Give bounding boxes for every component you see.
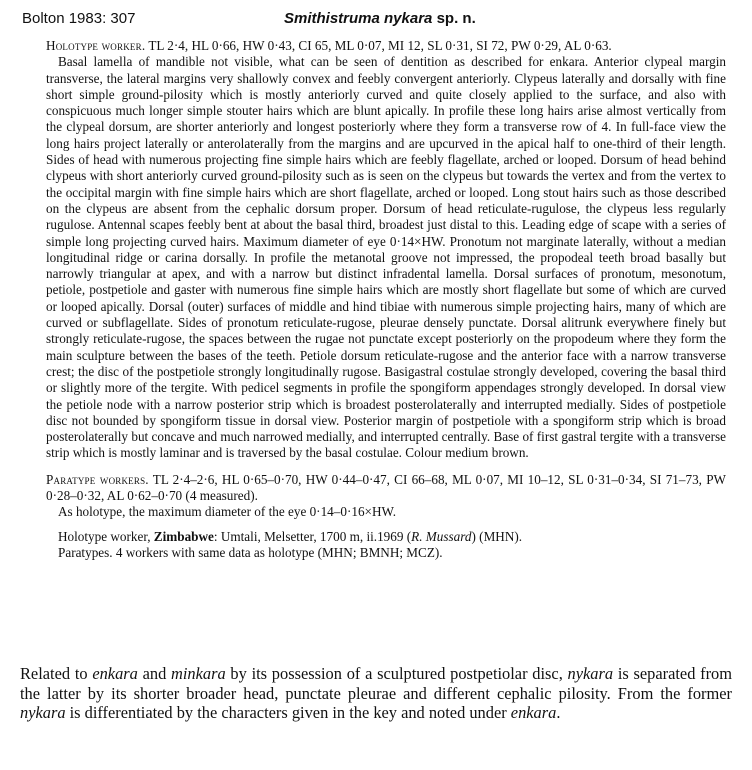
material-paratypes: Paratypes. 4 workers with same data as holotype (MHN; BMNH; MCZ). bbox=[58, 544, 443, 560]
remarks-taxon-enkara: enkara bbox=[92, 664, 138, 683]
material-holotype bbox=[46, 529, 726, 545]
citation-reference: Bolton 1983: 307 bbox=[22, 10, 136, 27]
remarks-taxon-minkara: minkara bbox=[171, 664, 226, 683]
paratype-measurements: TL 2·4–2·6, HL 0·65–0·70, HW 0·44–0·47, CI 66–68, ML 0·07, MI 10–12, SL 0·31–0·34, SI 71–73, PW 0·28–0·32, AL 0·62–0·70 (4 measured). bbox=[46, 471, 726, 504]
remarks-text: by its possession of a sculptured postpetiolar disc, bbox=[225, 664, 568, 683]
remarks-section bbox=[20, 664, 732, 723]
paratype-paragraph bbox=[46, 472, 726, 505]
remarks-taxon-nykara: nykara bbox=[20, 703, 66, 723]
remarks-text: is differentiated by the characters given in the key and noted under bbox=[65, 703, 511, 723]
holotype-heading: Holotype worker. bbox=[46, 38, 146, 53]
species-title bbox=[284, 10, 476, 27]
description-body bbox=[46, 38, 726, 561]
remarks-text: is separated from the latter by its shorter broader head, punctate pleurae and different cephalic pilosity. From the former bbox=[20, 664, 732, 703]
remarks-text: and bbox=[137, 664, 172, 683]
page-header bbox=[22, 10, 732, 36]
remarks-text: Related to bbox=[20, 664, 93, 683]
material-holotype-label: Holotype worker, bbox=[58, 528, 151, 544]
material-repository: ) (MHN). bbox=[471, 528, 523, 544]
holotype-paragraph bbox=[46, 38, 726, 54]
material-locality: : Umtali, Melsetter, 1700 m, ii.1969 ( bbox=[213, 528, 412, 544]
remarks-taxon-enkara: enkara bbox=[510, 703, 557, 723]
remarks-text: . bbox=[556, 703, 561, 723]
holotype-description: Basal lamella of mandible not visible, what can be seen of dentition as described for enkara. Anterior clypeal margin transverse, the lateral margins very shallowly convex and feebly convergent anteriorly. Clypeus laterally and dorsally with fine short simple ground-pilosity which is mostly anteriorly curved and quite closely applied to the surface, and also with conspicuous much longer simple stouter hairs which are blunt apically. In profile these long hairs arise almost vertically from the clypeal dorsum, are shorter anteriorly and longest posteriorly where they form a transverse row of 4. In full-face view the long hairs project laterally or anterolaterally from the margins and are upcurved in the apical half to one-third of their length. Sides of head with numerous projecting fine simple hairs which are feebly flagellate, arched or looped. Dorsum of head behind clypeus with short anteriorly curved ground-pilosity such as is seen on the clypeus but towards the vertex and from the vertex to the occipital margin with fine simple hairs which are short flagellate, arched or looped. Long stout hairs such as those described on the clypeus are absent from the cephalic dorsum proper. Dorsum of head reticulate-rugulose, the clypeus less regularly rugulose. Antennal scapes feebly bent at about the basal third, broadest just distal to this. Leading edge of scape with a series of simple long projecting curved hairs. Maximum diameter of eye 0·14×HW. Pronotum not marginate laterally, without a median longitudinal ridge or carina dorsally. In profile the metanotal groove not impressed, the propodeal teeth broad basally but narrowly triangular at apex, and with a narrow but distinct infradental lamella. Dorsal surfaces of pronotum, mesonotum, petiole, postpetiole and gaster with numerous fine simple hairs which are mostly short flagellate but some of which are curved or looped apically. Dorsal (outer) surfaces of middle and hind tibiae with numerous simple projecting hairs, many of which are curved or subflagellate. Sides of pronotum reticulate-rugose, pleurae densely punctate. Dorsal alitrunk everywhere finely but strongly reticulate-rugose, the spaces between the rugae not punctate except posteriorly on the propodeum where they form the main sculpture between the bases of the teeth. Petiole dorsum reticulate-rugose and the anterior face with a narrow transverse crest; the disc of the postpetiole strongly longitudinally rugose. Basigastral costulae strongly developed, covering the basal third or slightly more of the tergite. With pedicel segments in profile the spongiform appendages strongly developed. In dorsal view the petiole node with a narrow posterior strip which is broadest posterolaterally and interrupted medially. Sides of postpetiole disc not bounded by spongiform tissue in dorsal view. Posterior margin of postpetiole with a spongiform strip which is broad posterolaterally but concave and much narrowed medially, and interrupted centrally. Base of first gastral tergite with a transverse strip which is mostly laminar and is traversed by the basal costulae. Colour medium brown. bbox=[46, 54, 726, 461]
material-collector: R. Mussard bbox=[411, 528, 472, 544]
remarks-taxon-nykara: nykara bbox=[567, 664, 614, 683]
paratype-heading: Paratype workers. bbox=[46, 471, 149, 487]
material-country: Zimbabwe bbox=[153, 528, 214, 544]
species-status: sp. n. bbox=[436, 10, 476, 27]
holotype-measurements: TL 2·4, HL 0·66, HW 0·43, CI 65, ML 0·07, MI 12, SL 0·31, SI 72, PW 0·29, AL 0·63. bbox=[148, 38, 612, 53]
paratype-eye-note: As holotype, the maximum diameter of the eye 0·14–0·16×HW. bbox=[58, 504, 397, 520]
remarks-paragraph bbox=[20, 664, 732, 723]
species-name: Smithistruma nykara bbox=[284, 10, 433, 27]
